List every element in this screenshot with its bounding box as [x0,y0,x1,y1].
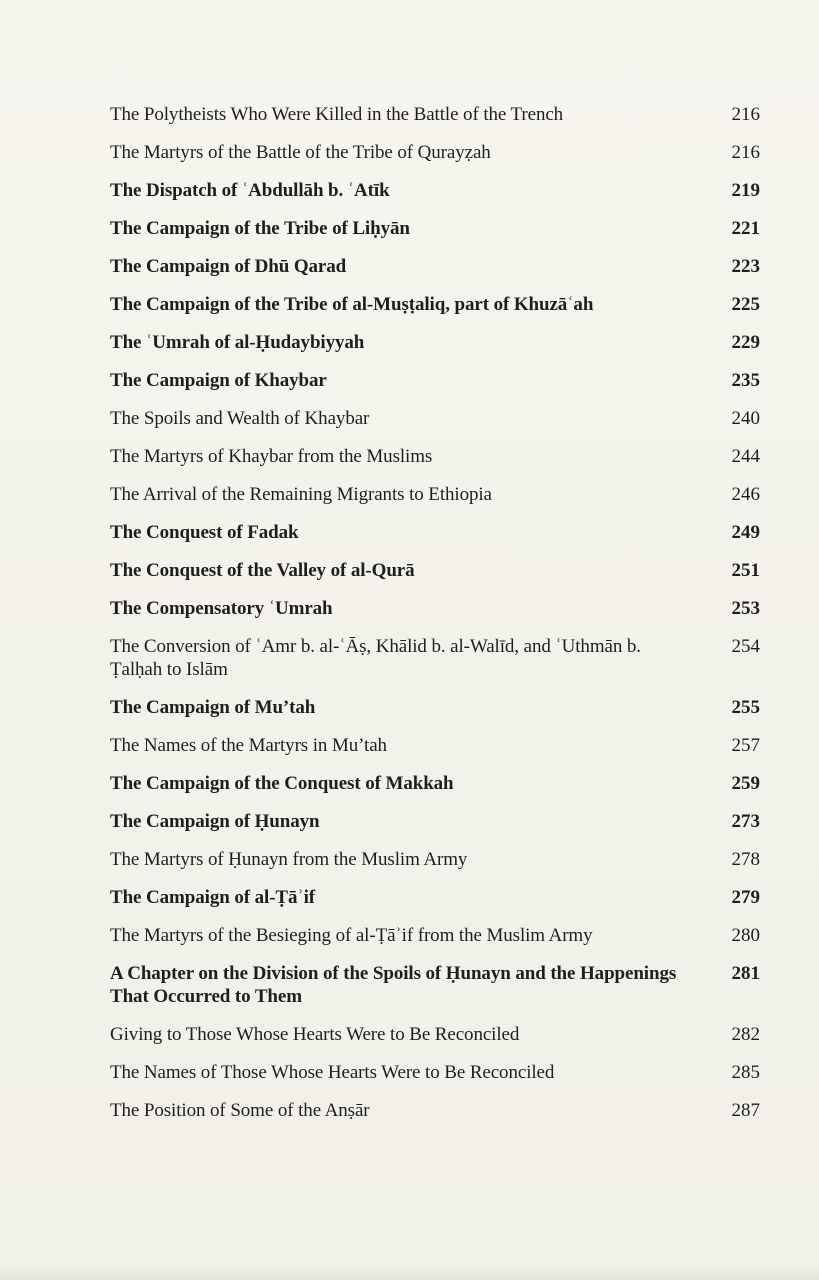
toc-entry-page: 240 [731,408,760,429]
toc-entry [110,103,760,126]
toc-entry-title: Giving to Those Whose Hearts Were to Be Reconciled [110,1024,520,1045]
toc-entry-page: 273 [731,811,760,832]
toc-entry-page: 281 [731,963,760,984]
toc-entry [110,734,760,757]
toc-entry-page: 246 [731,484,760,505]
toc-entry [110,141,760,164]
toc-entry-page: 254 [731,636,760,657]
toc-entry-title: The Conquest of the Valley of al-Qurā [110,560,415,581]
toc-entry [110,924,760,947]
toc-entry-page: 225 [731,294,760,315]
toc-entry-title: The Campaign of the Tribe of Liḥyān [110,218,410,239]
toc-entry-page: 223 [731,256,760,277]
toc-entry-title: The Campaign of Dhū Qarad [110,256,347,277]
toc-entry [110,559,760,582]
toc-entry-title: The Names of the Martyrs in Mu’tah [110,735,387,756]
toc-entry-title: The Polytheists Who Were Killed in the Battle of the Trench [110,104,564,125]
toc-entry-page: 244 [731,446,760,467]
toc-entry-title: The Position of Some of the Anṣār [110,1100,370,1121]
toc-entry [110,521,760,544]
toc-entry [110,886,760,909]
toc-entry [110,772,760,795]
toc-entry-page: 235 [731,370,760,391]
toc-entry-title: The Campaign of al-Ṭāʾif [110,887,316,908]
toc-entry-title: The Martyrs of the Battle of the Tribe of Qurayẓah [110,142,491,163]
toc-entry-title: The Campaign of the Conquest of Makkah [110,773,454,794]
toc-entry [110,1099,760,1122]
toc-entry [110,217,760,240]
toc-entry-title: The Martyrs of Khaybar from the Muslims [110,446,433,467]
toc-entry [110,445,760,468]
toc-entry-page: 251 [731,560,760,581]
toc-entry [110,848,760,871]
toc-entry-title: The Compensatory ʿUmrah [110,598,333,619]
toc-entry [110,1023,760,1046]
toc-entry [110,331,760,354]
toc-entry-title: The Campaign of Ḥunayn [110,811,320,832]
toc-entry [110,293,760,316]
toc-entry-title: The Conquest of Fadak [110,522,299,543]
page-bottom-edge [0,1266,819,1280]
toc-entry-title: A Chapter on the Division of the Spoils of Ḥunayn and the Happenings That Occurred to Them [110,963,677,1007]
toc-entry [110,810,760,833]
toc-entry [110,369,760,392]
toc-entry-title: The Arrival of the Remaining Migrants to Ethiopia [110,484,492,505]
toc-entry [110,179,760,202]
toc-entry-title: The Martyrs of Ḥunayn from the Muslim Army [110,849,468,870]
toc-entry [110,255,760,278]
toc-entry-page: 287 [731,1100,760,1121]
toc-entry-page: 279 [731,887,760,908]
toc-entry-title: The Dispatch of ʿAbdullāh b. ʿAtīk [110,180,390,201]
toc-entry-page: 280 [731,925,760,946]
toc-entry [110,407,760,430]
toc-entry-page: 257 [731,735,760,756]
toc-entry-title: The Campaign of Khaybar [110,370,327,391]
table-of-contents [110,103,760,1137]
toc-entry-title: The Spoils and Wealth of Khaybar [110,408,370,429]
toc-entry-page: 278 [731,849,760,870]
toc-entry [110,962,760,1008]
toc-entry-title: The ʿUmrah of al-Ḥudaybiyyah [110,332,365,353]
toc-entry-page: 249 [731,522,760,543]
toc-entry [110,1061,760,1084]
toc-entry-page: 219 [731,180,760,201]
toc-entry-page: 216 [731,104,760,125]
toc-entry [110,696,760,719]
toc-entry-title: The Conversion of ʿAmr b. al-ʿĀṣ, Khālid b. al-Walīd, and ʿUthmān b. Ṭalḥah to Islām [110,636,641,680]
toc-entry-page: 229 [731,332,760,353]
toc-entry-page: 282 [731,1024,760,1045]
toc-entry-page: 253 [731,598,760,619]
toc-entry-page: 216 [731,142,760,163]
toc-entry-page: 221 [731,218,760,239]
toc-entry-title: The Martyrs of the Besieging of al-Ṭāʾif from the Muslim Army [110,925,593,946]
toc-entry-title: The Campaign of Mu’tah [110,697,316,718]
toc-entry-page: 285 [731,1062,760,1083]
toc-entry-title: The Names of Those Whose Hearts Were to Be Reconciled [110,1062,555,1083]
toc-entry-page: 259 [731,773,760,794]
toc-entry [110,597,760,620]
toc-entry-title: The Campaign of the Tribe of al-Muṣṭaliq, part of Khuzāʿah [110,294,594,315]
toc-entry-page: 255 [731,697,760,718]
toc-entry [110,483,760,506]
toc-entry [110,635,760,681]
